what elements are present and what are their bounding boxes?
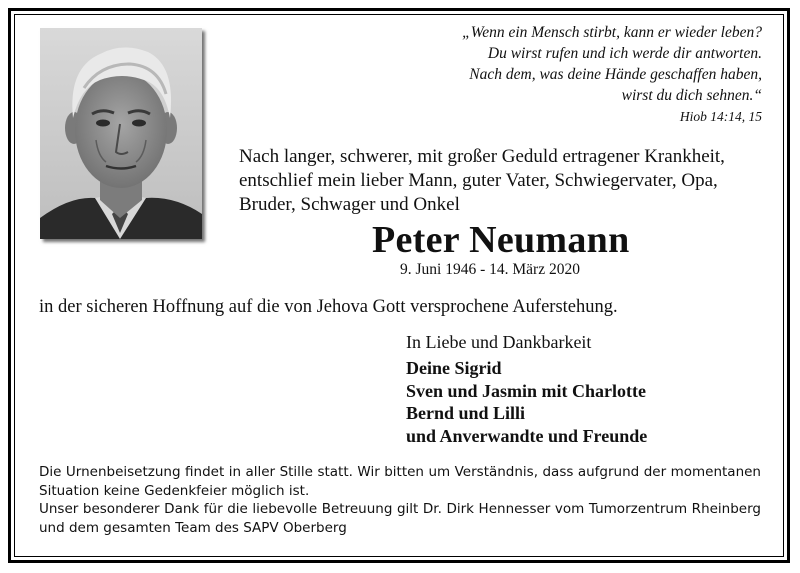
life-dates: 9. Juni 1946 - 14. März 2020 [400,261,580,278]
family-member: Bernd und Lilli [406,403,526,423]
thanks-label: In Liebe und Dankbarkeit [406,332,592,352]
bible-quote [382,22,762,128]
portrait-photo [40,28,202,239]
family-member: und Anverwandte und Freunde [406,425,648,446]
family-member: Deine Sigrid [406,358,502,378]
family-member: Sven und Jasmin mit Charlotte [406,380,647,401]
portrait-illustration [40,28,202,239]
deceased-name: Peter Neumann [372,219,630,261]
quote-source: Hiob 14:14, 15 [679,109,762,124]
hope-text: in der sicheren Hoffnung auf die von Jehova Gott versprochene Auferstehung. [39,297,618,317]
burial-notice: Die Urnenbeisetzung findet in aller Stille statt. Wir bitten um Verständnis, dass aufgrund der momentanen Situation keine Gedenkfeier möglich ist. [39,464,761,499]
quote-line: „Wenn ein Mensch stirbt, kann er wieder leben? [462,24,762,41]
family-list [406,357,647,447]
footer-notice [39,463,761,537]
quote-line: Du wirst rufen und ich werde dir antworten. [487,45,762,62]
quote-line: Nach dem, was deine Hände geschaffen haben, [469,66,762,83]
gratitude-notice: Unser besonderer Dank für die liebevolle Betreuung gilt Dr. Dirk Hennesser vom Tumorzentrum Rheinberg und dem gesamten Team des SAPV Oberberg [39,501,761,536]
quote-line: wirst du dich sehnen.“ [621,87,762,104]
intro-text: Nach langer, schwerer, mit großer Geduld ertragener Krankheit, entschlief mein lieber Mann, guter Vater, Schwiegervater, Opa, Bruder, Schwager und Onkel [239,146,725,215]
